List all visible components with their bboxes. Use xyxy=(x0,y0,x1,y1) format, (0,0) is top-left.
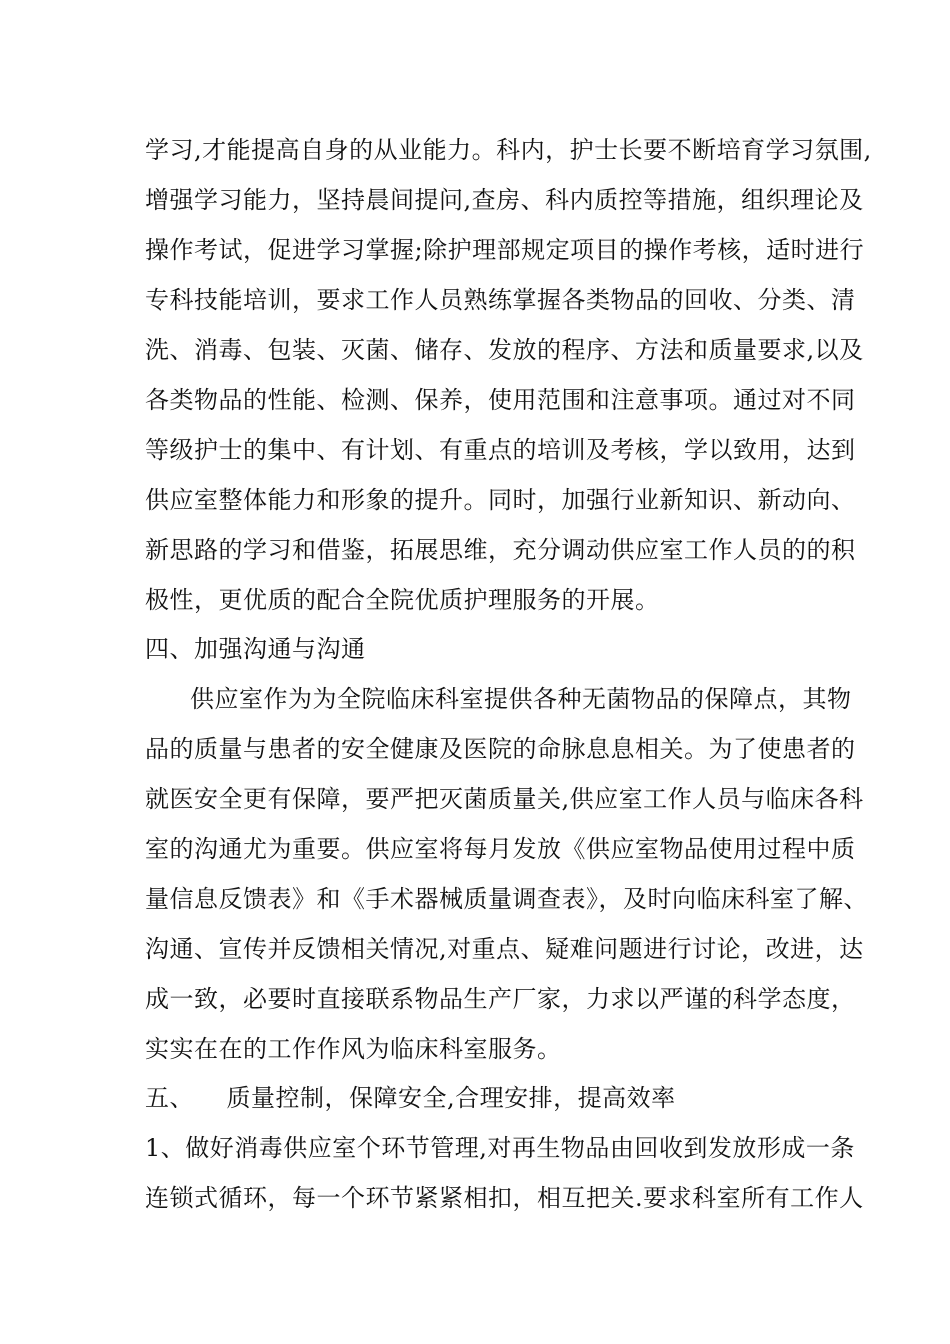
text-line: 1、做好消毒供应室个环节管理,对再生物品由回收到发放形成一条 xyxy=(145,1134,855,1162)
text-line: 供应室整体能力和形象的提升。同时，加强行业新知识、新动向、 xyxy=(145,486,856,514)
text-line: 各类物品的性能、检测、保养，使用范围和注意事项。通过对不同 xyxy=(145,386,856,414)
text-line: 新思路的学习和借鉴，拓展思维，充分调动供应室工作人员的的积 xyxy=(145,536,856,564)
text-line: 等级护士的集中、有计划、有重点的培训及考核，学以致用，达到 xyxy=(145,436,856,464)
text-line: 室的沟通尤为重要。供应室将每月发放《供应室物品使用过程中质 xyxy=(145,835,856,863)
text-line: 洗、消毒、包装、灭菌、储存、发放的程序、方法和质量要求,以及 xyxy=(145,336,864,364)
text-line: 沟通、宣传并反馈相关情况,对重点、疑难问题进行讨论，改进，达 xyxy=(145,935,864,963)
text-line: 极性，更优质的配合全院优质护理服务的开展。 xyxy=(145,586,660,614)
text-line: 专科技能培训，要求工作人员熟练掌握各类物品的回收、分类、清 xyxy=(145,286,856,314)
text-line: 量信息反馈表》和《手术器械质量调查表》，及时向临床科室了解、 xyxy=(145,885,868,913)
text-line: 连锁式循环，每一个环节紧紧相扣，相互把关.要求科室所有工作人 xyxy=(145,1184,864,1212)
text-line: 成一致，必要时直接联系物品生产厂家，力求以严谨的科学态度， xyxy=(145,985,856,1013)
text-line: 实实在在的工作作风为临床科室服务。 xyxy=(145,1035,562,1063)
text-line: 增强学习能力，坚持晨间提问,查房、科内质控等措施，组织理论及 xyxy=(145,186,864,214)
text-line: 品的质量与患者的安全健康及医院的命脉息息相关。为了使患者的 xyxy=(145,735,856,763)
text-line: 学习,才能提高自身的从业能力。科内，护士长要不断培育学习氛围, xyxy=(145,136,872,164)
section-heading: 四、加强沟通与沟通 xyxy=(145,635,366,663)
text-line: 操作考试，促进学习掌握;除护理部规定项目的操作考核，适时进行 xyxy=(145,236,865,264)
text-line: 就医安全更有保障，要严把灭菌质量关,供应室工作人员与临床各科 xyxy=(145,785,864,813)
section-heading: 五、 质量控制，保障安全,合理安排，提高效率 xyxy=(145,1084,676,1112)
paragraph-first-line: 供应室作为为全院临床科室提供各种无菌物品的保障点，其物 xyxy=(190,685,852,713)
